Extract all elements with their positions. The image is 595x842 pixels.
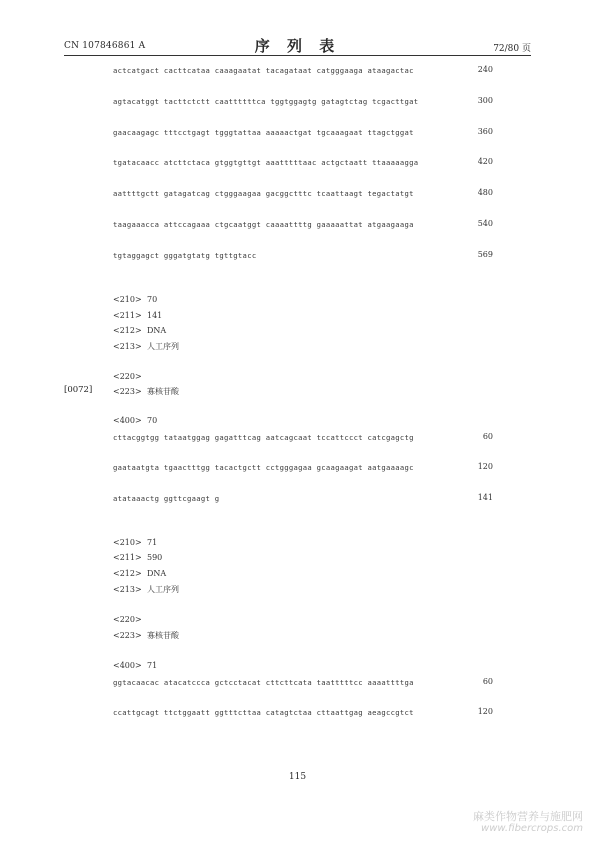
field-213 [113,584,179,595]
field-400 [113,661,157,670]
sequence-line: atataaactg ggttcgaagt g [113,494,220,503]
patent-number: CN 107846861 A [64,41,146,51]
page-number: 115 [288,772,307,782]
sequence-position: 420 [477,157,493,166]
field-value: DNA [147,569,167,578]
field-value: 寡核苷酸 [147,387,179,396]
sequence-line: agtacatggt tacttctctt caattttttca tggtggagtg gatagtctag tcgacttgat [113,97,419,106]
field-value: 590 [147,553,163,562]
field-223 [113,386,179,397]
sequence-position: 480 [477,188,493,197]
sequence-position: 569 [477,250,493,259]
sequence-line: ccattgcagt ttctggaatt ggtttcttaa catagtctaa cttaattgag aeagccgtct [113,708,414,717]
field-220 [113,615,147,624]
field-210 [113,295,157,304]
field-tag: <212> [113,326,142,335]
sequence-line: gaacaagagc tttcctgagt tgggtattaa aaaaactgat tgcaaagaat ttagctggat [113,128,414,137]
sequence-position: 120 [477,462,493,471]
field-213 [113,341,179,352]
sequence-position: 60 [482,677,493,686]
field-value: 人工序列 [147,342,179,351]
sequence-line: tgatacaacc atcttctaca gtggtgttgt aaatttttaac actgctaatt ttaaaaagga [113,158,419,167]
field-223 [113,630,179,641]
sequence-line: tgtaggagct gggatgtatg tgttgtacc [113,251,257,260]
field-tag: <400> [113,416,142,425]
field-tag: <213> [113,585,142,594]
sequence-position: 240 [477,65,493,74]
field-220 [113,372,147,381]
field-tag: <213> [113,342,142,351]
field-tag: <400> [113,661,142,670]
field-tag: <211> [113,311,142,320]
sequence-line: taagaaacca attccagaaa ctgcaatggt caaaattttg gaaaaattat atgaagaaga [113,220,414,229]
page-counter: 72/80 页 [493,44,531,54]
field-211 [113,553,162,562]
field-value: DNA [147,326,167,335]
watermark-url: www.fibercrops.com [481,823,583,834]
sequence-position: 60 [482,432,493,441]
field-400 [113,416,157,425]
field-212 [113,326,166,335]
watermark-text: 麻类作物营养与施肥网 [473,810,583,823]
field-value: 70 [147,416,158,425]
sequence-line: actcatgact cacttcataa caaagaatat tacagataat catgggaaga ataagactac [113,66,414,75]
field-212 [113,569,166,578]
sequence-line: gaataatgta tgaactttgg tacactgctt cctgggagaa gcaagaagat aatgaaaagc [113,463,414,472]
field-value: 寡核苷酸 [147,631,179,640]
field-tag: <211> [113,553,142,562]
sequence-position: 360 [477,127,493,136]
page-title: 序 列 表 [254,37,341,55]
field-210 [113,538,157,547]
field-tag: <210> [113,538,142,547]
field-value: 人工序列 [147,585,179,594]
field-value: 71 [147,661,158,670]
paragraph-number: [0072] [64,385,93,395]
sequence-position: 120 [477,707,493,716]
sequence-line: cttacggtgg tataatggag gagatttcag aatcagcaat tccattccct catcgagctg [113,433,414,442]
field-tag: <210> [113,295,142,304]
sequence-position: 300 [477,96,493,105]
field-value: 71 [147,538,158,547]
field-value: 141 [147,311,163,320]
field-tag: <220> [113,372,142,381]
sequence-line: ggtacaacac atacatccca gctcctacat cttcttcata taatttttcc aaaattttga [113,678,414,687]
field-tag: <212> [113,569,142,578]
sequence-position: 540 [477,219,493,228]
field-211 [113,311,162,320]
field-tag: <223> [113,631,142,640]
sequence-line: aattttgctt gatagatcag ctgggaagaa gacggctttc tcaattaagt tegactatgt [113,189,414,198]
field-value: 70 [147,295,158,304]
field-tag: <223> [113,387,142,396]
sequence-position: 141 [477,493,493,502]
field-tag: <220> [113,615,142,624]
header-divider [64,55,531,56]
